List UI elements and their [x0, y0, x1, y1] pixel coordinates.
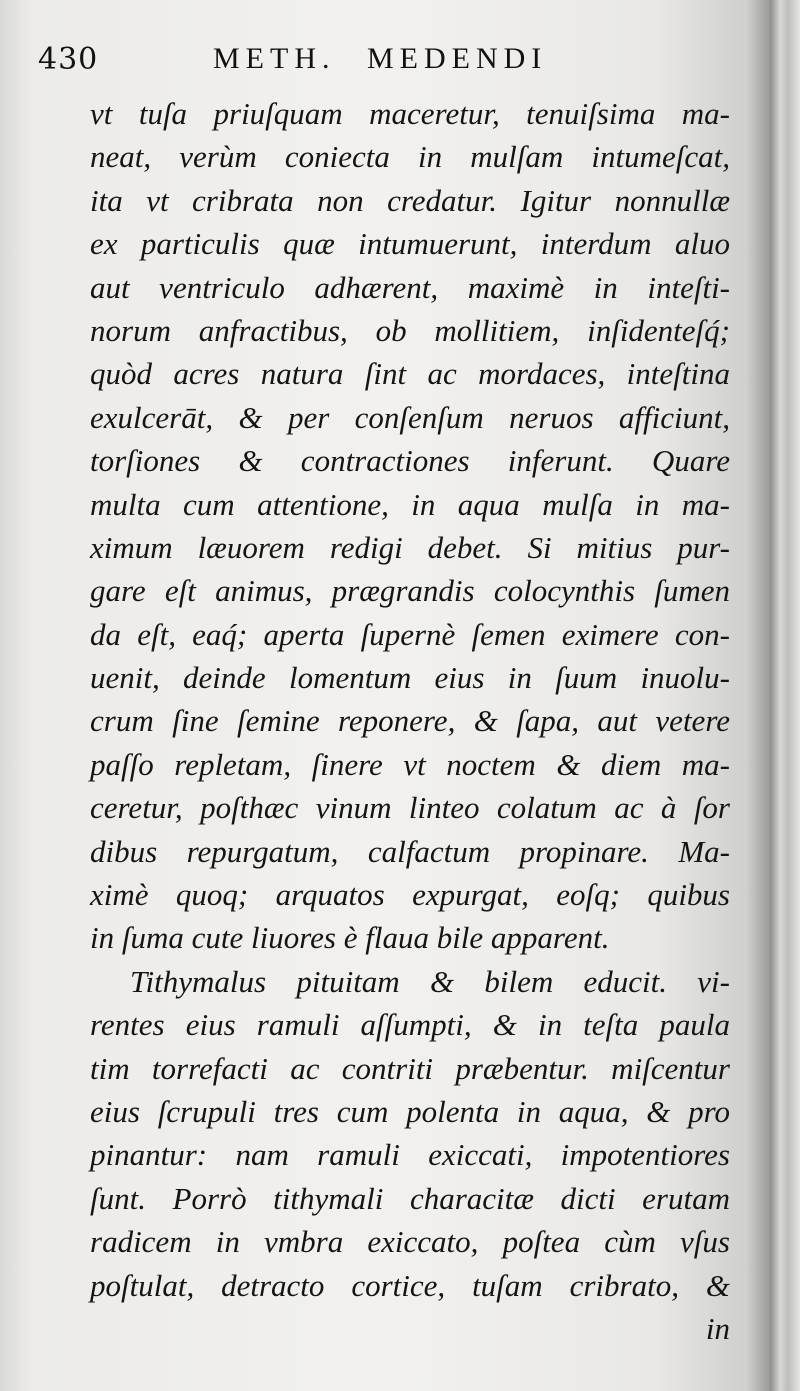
next-page-edge [770, 0, 800, 1391]
text-line: paſſo repletam, ſinere vt noctem & diem ma- [90, 746, 730, 782]
text-line: ximum læuorem redigi debet. Si mitius pur- [90, 529, 730, 565]
text-line: dibus repurgatum, calfactum propinare. Ma- [90, 833, 730, 869]
text-line: quòd acres natura ſint ac mordaces, inteſtina [90, 356, 730, 392]
text-line: radicem in vmbra exiccato, poſtea cùm vſus [90, 1224, 730, 1260]
text-line: neat, verùm coniecta in mulſam intumeſcat, [90, 139, 730, 175]
text-line: crum ſine ſemine reponere, & ſapa, aut vetere [90, 703, 730, 739]
catchword: in [705, 1310, 730, 1346]
text-line: ex particulis quæ intumuerunt, interdum aluo [90, 226, 730, 262]
text-line: norum anfractibus, ob mollitiem, inſidenteſq́; [90, 312, 730, 348]
text-line: poſtulat, detracto cortice, tuſam cribrato, & [90, 1267, 730, 1303]
text-line: da eſt, eaq́; aperta ſupernè ſemen eximere con- [90, 616, 730, 652]
text-line: torſiones & contractiones inferunt. Quare [90, 443, 730, 479]
text-line: gare eſt animus, prægrandis colocynthis ſumen [90, 573, 730, 609]
body-text [90, 92, 730, 1350]
page-number: 430 [38, 42, 99, 77]
text-line: ceretur, poſthæc vinum linteo colatum ac à ſor [90, 790, 730, 826]
text-line: eius ſcrupuli tres cum polenta in aqua, & pro [90, 1093, 730, 1129]
text-line: aut ventriculo adhærent, maximè in inteſti- [90, 269, 730, 305]
text-line: ſunt. Porrò tithymali characitæ dicti erutam [90, 1180, 730, 1216]
text-line: in ſuma cute liuores è flaua bile apparent. [90, 920, 610, 956]
text-line: multa cum attentione, in aqua mulſa in ma- [90, 486, 730, 522]
text-line: rentes eius ramuli aſſumpti, & in teſta paula [90, 1007, 730, 1043]
text-line: pinantur: nam ramuli exiccati, impotentiores [90, 1137, 730, 1173]
text-line: ita vt cribrata non credatur. Igitur nonnullæ [90, 182, 730, 218]
text-line: uenit, deinde lomentum eius in ſuum inuolu- [90, 660, 730, 696]
paragraph-start-line: Tithymalus pituitam & bilem educit. vi- [130, 963, 730, 999]
text-line: vt tuſa priuſquam maceretur, tenuiſsima ma- [90, 96, 730, 131]
text-line: tim torrefacti ac contriti præbentur. miſcentur [90, 1050, 730, 1086]
text-line: ximè quoq; arquatos expurgat, eoſq; quibus [90, 877, 730, 913]
text-line: exulcerāt, & per conſenſum neruos afficiunt, [90, 399, 730, 435]
running-head: METH. MEDENDI [213, 42, 548, 75]
page-header [38, 40, 738, 90]
